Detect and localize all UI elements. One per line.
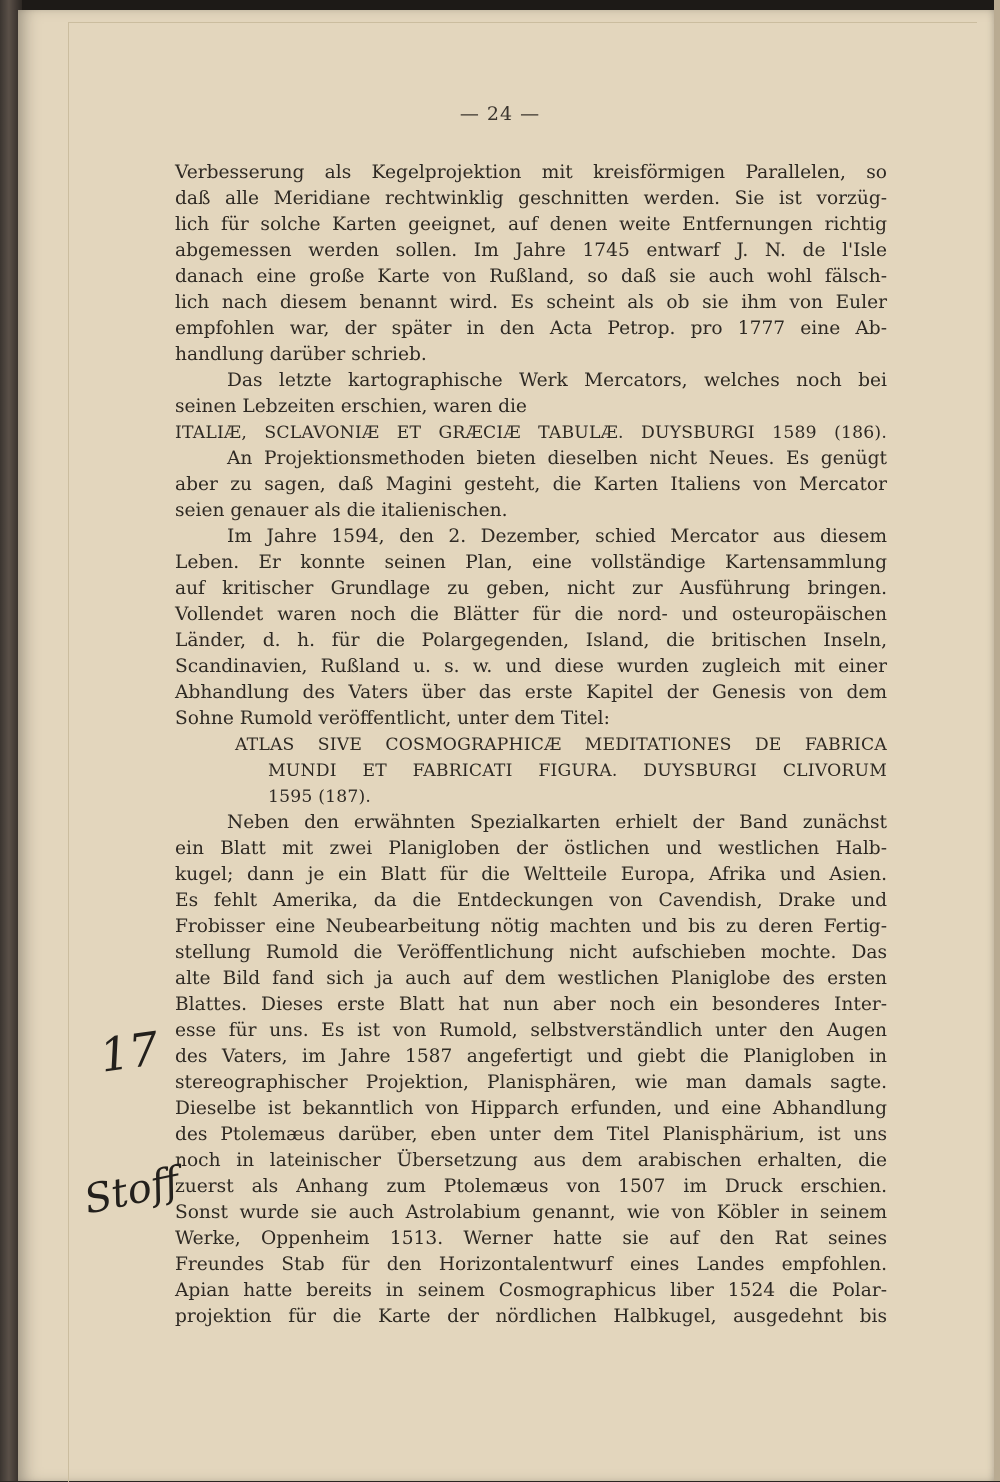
text-line: des Ptolemæus darüber, eben unter dem Titel Planisphärium, ist uns bbox=[175, 1124, 887, 1145]
page-number: — 24 — bbox=[459, 103, 541, 125]
text-line: ein Blatt mit zwei Planigloben der östlichen und westlichen Halb- bbox=[175, 838, 887, 859]
title-line: ATLAS SIVE COSMOGRAPHICÆ MEDITATIONES DE FABRICA bbox=[235, 735, 887, 755]
text-line: stellung Rumold die Veröffentlichung nicht aufschieben mochte. Das bbox=[175, 942, 887, 963]
text-line: Verbesserung als Kegelprojektion mit kreisförmigen Parallelen, so bbox=[175, 162, 887, 183]
body-text bbox=[175, 160, 887, 1330]
text-line: Freundes Stab für den Horizontalentwurf eines Landes empfohlen. bbox=[175, 1254, 887, 1275]
text-line: Werke, Oppenheim 1513. Werner hatte sie auf den Rat seines bbox=[175, 1228, 887, 1249]
text-line: Dieselbe ist bekanntlich von Hipparch erfunden, und eine Abhandlung bbox=[175, 1098, 887, 1119]
text-line: danach eine große Karte von Rußland, so daß sie auch wohl fälsch- bbox=[175, 266, 887, 287]
text-line: aber zu sagen, daß Magini gesteht, die Karten Italiens von Mercator bbox=[175, 474, 887, 495]
text-line: Apian hatte bereits in seinem Cosmographicus liber 1524 die Polar- bbox=[175, 1280, 887, 1301]
text-line: stereographischer Projektion, Planisphären, wie man damals sagte. bbox=[175, 1072, 887, 1093]
text-line: Blattes. Dieses erste Blatt hat nun aber noch ein besonderes Inter- bbox=[175, 994, 887, 1015]
text-line: Leben. Er konnte seinen Plan, eine vollständige Kartensammlung bbox=[175, 552, 887, 573]
page-edge bbox=[994, 0, 1000, 1481]
text-line: seien genauer als die italienischen. bbox=[175, 500, 508, 521]
text-line: lich für solche Karten geeignet, auf denen weite Entfernungen richtig bbox=[175, 214, 887, 235]
text-line: auf kritischer Grundlage zu geben, nicht zur Ausführung bringen. bbox=[175, 578, 887, 599]
text-line: Sohne Rumold veröffentlicht, unter dem Titel: bbox=[175, 708, 610, 729]
text-line: Vollendet waren noch die Blätter für die nord- und osteuropäischen bbox=[175, 604, 887, 625]
text-line: An Projektionsmethoden bieten dieselben nicht Neues. Es genügt bbox=[227, 448, 887, 469]
margin-note-stoff: Stoff bbox=[80, 1158, 184, 1224]
text-line: noch in lateinischer Übersetzung aus dem arabischen erhalten, die bbox=[175, 1150, 887, 1171]
text-line: handlung darüber schrieb. bbox=[175, 344, 427, 365]
text-line: Abhandlung des Vaters über das erste Kapitel der Genesis von dem bbox=[175, 682, 887, 703]
text-line: Es fehlt Amerika, da die Entdeckungen von Cavendish, Drake und bbox=[175, 890, 887, 911]
text-line: Im Jahre 1594, den 2. Dezember, schied Mercator aus diesem bbox=[227, 526, 887, 547]
margin-note-number: 17 bbox=[96, 1021, 163, 1083]
text-line: Länder, d. h. für die Polargegenden, Island, die britischen Inseln, bbox=[175, 630, 887, 651]
text-line: Frobisser eine Neubearbeitung nötig machten und bis zu deren Fertig- bbox=[175, 916, 887, 937]
text-line: des Vaters, im Jahre 1587 angefertigt und giebt die Planigloben in bbox=[175, 1046, 887, 1067]
text-line: lich nach diesem benannt wird. Es scheint als ob sie ihm von Euler bbox=[175, 292, 887, 313]
text-line: zuerst als Anhang zum Ptolemæus von 1507 im Druck erschien. bbox=[175, 1176, 887, 1197]
text-line: esse für uns. Es ist von Rumold, selbstverständlich unter den Augen bbox=[175, 1020, 887, 1041]
text-line: empfohlen war, der später in den Acta Petrop. pro 1777 eine Ab- bbox=[175, 318, 887, 339]
title-line: 1595 (187). bbox=[268, 787, 372, 807]
text-line: projektion für die Karte der nördlichen Halbkugel, ausgedehnt bis bbox=[175, 1306, 887, 1327]
text-line: seinen Lebzeiten erschien, waren die bbox=[175, 396, 527, 417]
title-line: MUNDI ET FABRICATI FIGURA. DUYSBURGI CLIVORUM bbox=[268, 761, 887, 781]
text-line: Sonst wurde sie auch Astrolabium genannt, wie von Köbler in seinem bbox=[175, 1202, 887, 1223]
text-line: Scandinavien, Rußland u. s. w. und diese wurden zugleich mit einer bbox=[175, 656, 887, 677]
title-line: ITALIÆ, SCLAVONIÆ ET GRÆCIÆ TABULÆ. DUYSBURGI 1589 (186). bbox=[175, 423, 887, 443]
text-line: alte Bild fand sich ja auch auf dem westlichen Planiglobe des ersten bbox=[175, 968, 887, 989]
text-line: kugel; dann je ein Blatt für die Weltteile Europa, Afrika und Asien. bbox=[175, 864, 887, 885]
text-line: Das letzte kartographische Werk Mercators, welches noch bei bbox=[227, 370, 887, 391]
text-line: daß alle Meridiane rechtwinklig geschnitten werden. Sie ist vorzüg- bbox=[175, 188, 887, 209]
text-line: Neben den erwähnten Spezialkarten erhielt der Band zunächst bbox=[227, 812, 887, 833]
text-line: abgemessen werden sollen. Im Jahre 1745 entwarf J. N. de l'Isle bbox=[175, 240, 887, 261]
